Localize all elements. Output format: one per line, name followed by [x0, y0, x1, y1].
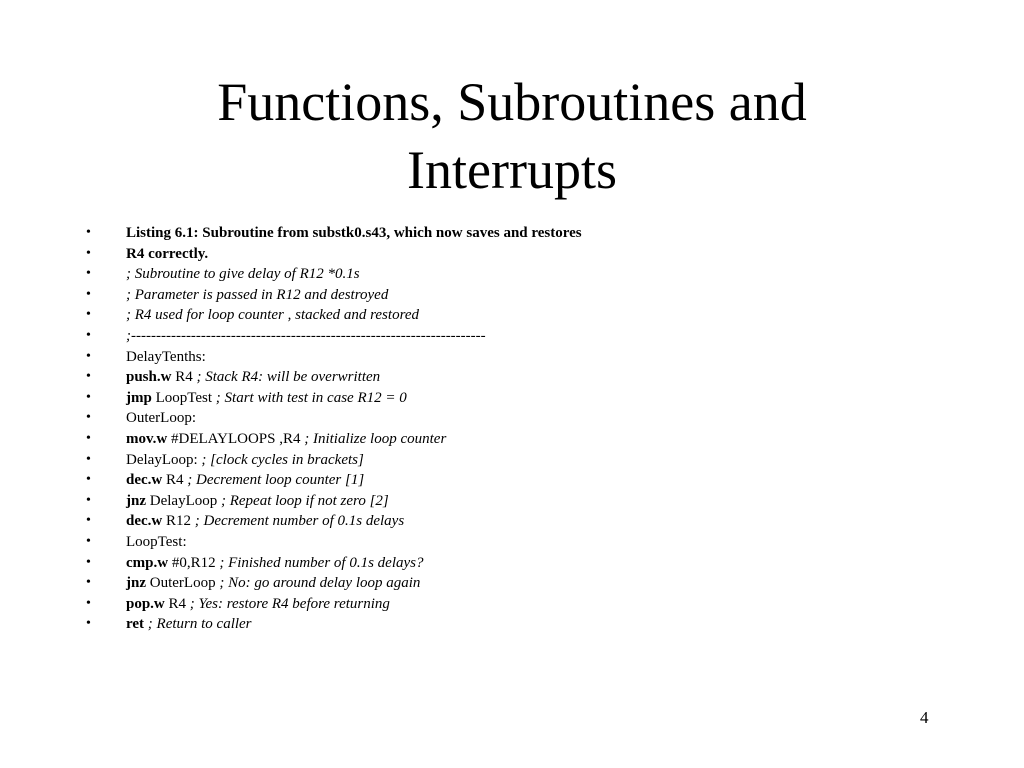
- slide-title: [0, 68, 1024, 204]
- bullet-item: [86, 532, 966, 553]
- bullet-comment-text: ; Yes: restore R4 before returning: [189, 595, 390, 612]
- bullet-item: [86, 573, 966, 594]
- bullet-item: [86, 285, 966, 306]
- bullet-item: [86, 429, 966, 450]
- bullet-comment-text: ; Parameter is passed in R12 and destroyed: [126, 286, 389, 303]
- bullet-plain-text: DelayLoop:: [126, 451, 202, 468]
- bullet-comment-text: ; [clock cycles in brackets]: [201, 451, 364, 468]
- bullet-plain-text: OuterLoop: [146, 575, 220, 592]
- bullet-plain-text: R4: [164, 595, 190, 612]
- bullet-bold-text: ret: [126, 616, 145, 633]
- bullet-comment-text: ; Decrement loop counter [1]: [187, 472, 365, 489]
- bullet-item: [86, 367, 966, 388]
- bullet-plain-text: LoopTest:: [126, 533, 187, 550]
- bullet-comment-text: ; Subroutine to give delay of R12 *0.1s: [126, 266, 360, 283]
- bullet-plain-text: DelayTenths:: [126, 348, 206, 365]
- bullet-item: [86, 594, 966, 615]
- bullet-item: [86, 244, 966, 265]
- bullet-item: [86, 388, 966, 409]
- bullet-comment-text: ; Stack R4: will be overwritten: [196, 369, 381, 386]
- bullet-item: [86, 223, 966, 244]
- bullet-comment-text: ; No: go around delay loop again: [219, 575, 421, 592]
- bullet-item: [86, 553, 966, 574]
- bullet-comment-text: ; Repeat loop if not zero [2]: [220, 492, 389, 509]
- bullet-item: [86, 326, 966, 347]
- bullet-bold-text: jnz: [126, 575, 146, 592]
- bullet-item: [86, 264, 966, 285]
- bullet-bold-text: dec.w: [126, 472, 163, 489]
- bullet-item: [86, 408, 966, 429]
- code-listing-bullets: [86, 223, 966, 635]
- bullet-item: [86, 470, 966, 491]
- bullet-item: [86, 614, 966, 635]
- page-number: 4: [920, 708, 929, 727]
- bullet-plain-text: R12: [162, 513, 195, 530]
- bullet-plain-text: R4: [171, 369, 197, 386]
- bullet-bold-text: R4 correctly.: [126, 245, 209, 262]
- bullet-comment-text: ; Return to caller: [147, 616, 252, 633]
- bullet-bold-text: cmp.w: [126, 554, 169, 571]
- bullet-comment-text: ; Finished number of 0.1s delays?: [219, 554, 424, 571]
- bullet-comment-text: ; Start with test in case R12 = 0: [215, 389, 407, 406]
- bullet-plain-text: #DELAYLOOPS ,R4: [167, 430, 305, 447]
- bullet-item: [86, 511, 966, 532]
- bullet-bold-text: pop.w: [126, 595, 165, 612]
- bullet-plain-text: OuterLoop:: [126, 410, 196, 427]
- slide-title-line-1: Functions, Subroutines and: [217, 72, 807, 132]
- bullet-bold-text: dec.w: [126, 513, 163, 530]
- bullet-bold-text: push.w: [126, 369, 172, 386]
- bullet-bold-text: jnz: [126, 492, 146, 509]
- bullet-comment-text: ; Decrement number of 0.1s delays: [194, 513, 405, 530]
- bullet-plain-text: R4: [162, 472, 188, 489]
- bullet-bold-text: mov.w: [126, 430, 168, 447]
- bullet-item: [86, 491, 966, 512]
- bullet-bold-text: Listing 6.1: Subroutine from substk0.s43, which now saves and restores: [126, 225, 582, 241]
- bullet-bold-text: jmp: [126, 389, 152, 406]
- bullet-plain-text: #0,R12: [168, 554, 220, 571]
- slide-title-line-2: Interrupts: [407, 140, 617, 200]
- bullet-comment-text: ; Initialize loop counter: [304, 430, 447, 447]
- bullet-plain-text: DelayLoop: [146, 492, 221, 509]
- bullet-item: [86, 347, 966, 368]
- bullet-plain-text: LoopTest: [151, 389, 216, 406]
- bullet-item: [86, 450, 966, 471]
- bullet-item: [86, 305, 966, 326]
- bullet-comment-text: ; R4 used for loop counter , stacked and restored: [126, 307, 420, 324]
- bullet-comment-text: ;-----------------------------------------------------------------------: [126, 327, 486, 344]
